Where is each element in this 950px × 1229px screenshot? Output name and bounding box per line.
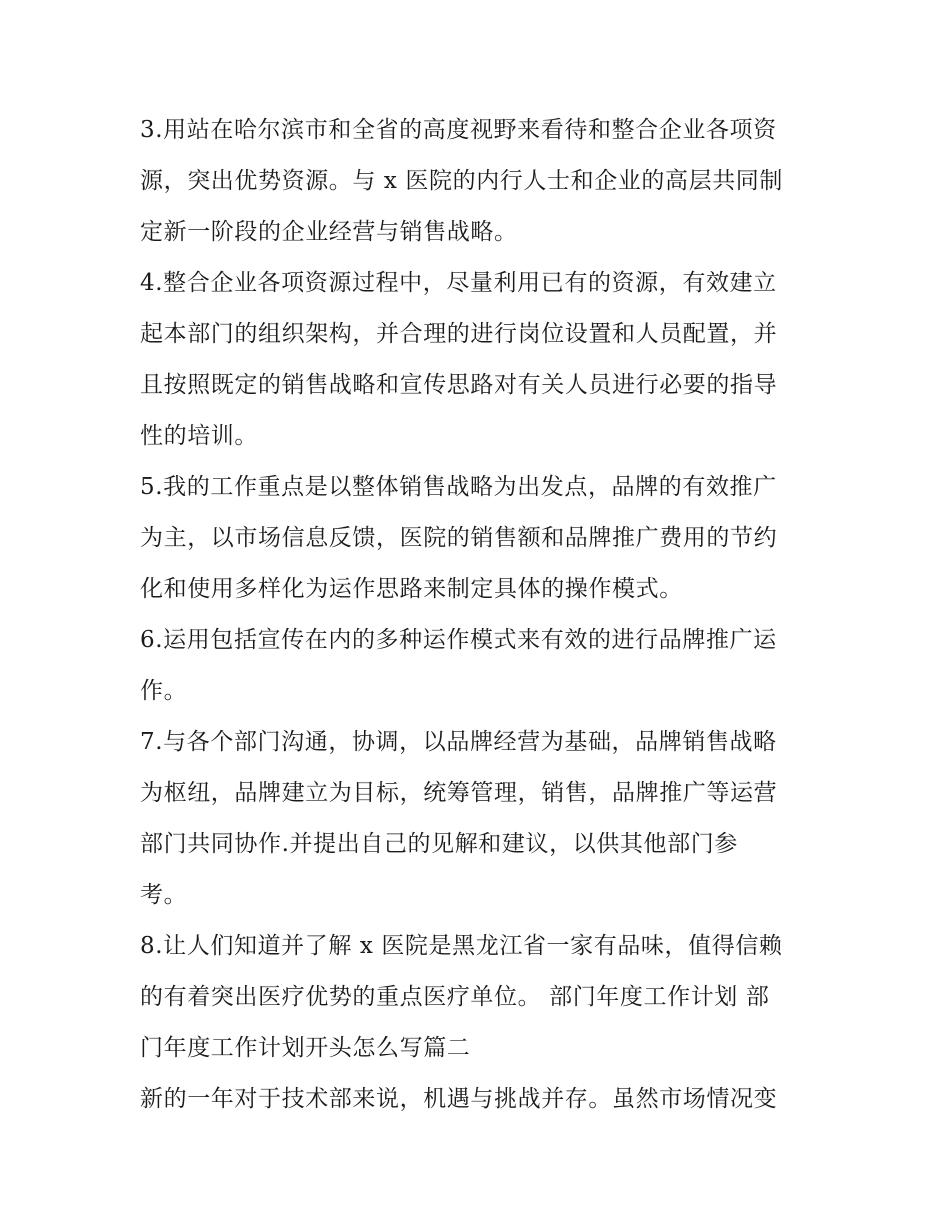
text-line: 起本部门的组织架构，并合理的进行岗位设置和人员配置，并 bbox=[140, 321, 778, 347]
text-line: 4.整合企业各项资源过程中，尽量利用已有的资源，有效建立 bbox=[140, 270, 777, 296]
text-line: 部门共同协作.并提出自己的见解和建议，以供其他部门参 bbox=[140, 831, 738, 857]
text-line: 的有着突出医疗优势的重点医疗单位。 部门年度工作计划 部 bbox=[140, 984, 770, 1010]
text-line: 7.与各个部门沟通，协调，以品牌经营为基础，品牌销售战略 bbox=[140, 729, 777, 755]
text-line: 为枢纽，品牌建立为目标，统筹管理，销售，品牌推广等运营 bbox=[140, 780, 778, 806]
text-line: 考。 bbox=[140, 882, 188, 908]
text-line: 且按照既定的销售战略和宣传思路对有关人员进行必要的指导 bbox=[140, 372, 778, 398]
text-line: 化和使用多样化为运作思路来制定具体的操作模式。 bbox=[140, 576, 683, 602]
text-line: 性的培训。 bbox=[140, 423, 258, 449]
text-line: 8.让人们知道并了解 x 医院是黑龙江省一家有品味，值得信赖 bbox=[140, 933, 783, 959]
text-line: 定新一阶段的企业经营与销售战略。 bbox=[140, 219, 518, 245]
text-line: 新的一年对于技术部来说，机遇与挑战并存。虽然市场情况变 bbox=[140, 1086, 778, 1112]
text-line: 5.我的工作重点是以整体销售战略为出发点，品牌的有效推广 bbox=[140, 474, 777, 500]
document-body bbox=[140, 105, 820, 1125]
text-line: 为主，以市场信息反馈，医院的销售额和品牌推广费用的节约 bbox=[140, 525, 778, 551]
text-line: 作。 bbox=[140, 678, 188, 704]
text-line: 6.运用包括宣传在内的多种运作模式来有效的进行品牌推广运 bbox=[140, 627, 777, 653]
text-line: 门年度工作计划开头怎么写篇二 bbox=[140, 1035, 471, 1061]
text-line: 3.用站在哈尔滨市和全省的高度视野来看待和整合企业各项资 bbox=[140, 117, 777, 143]
text-line: 源，突出优势资源。与 x 医院的内行人士和企业的高层共同制 bbox=[140, 168, 783, 194]
